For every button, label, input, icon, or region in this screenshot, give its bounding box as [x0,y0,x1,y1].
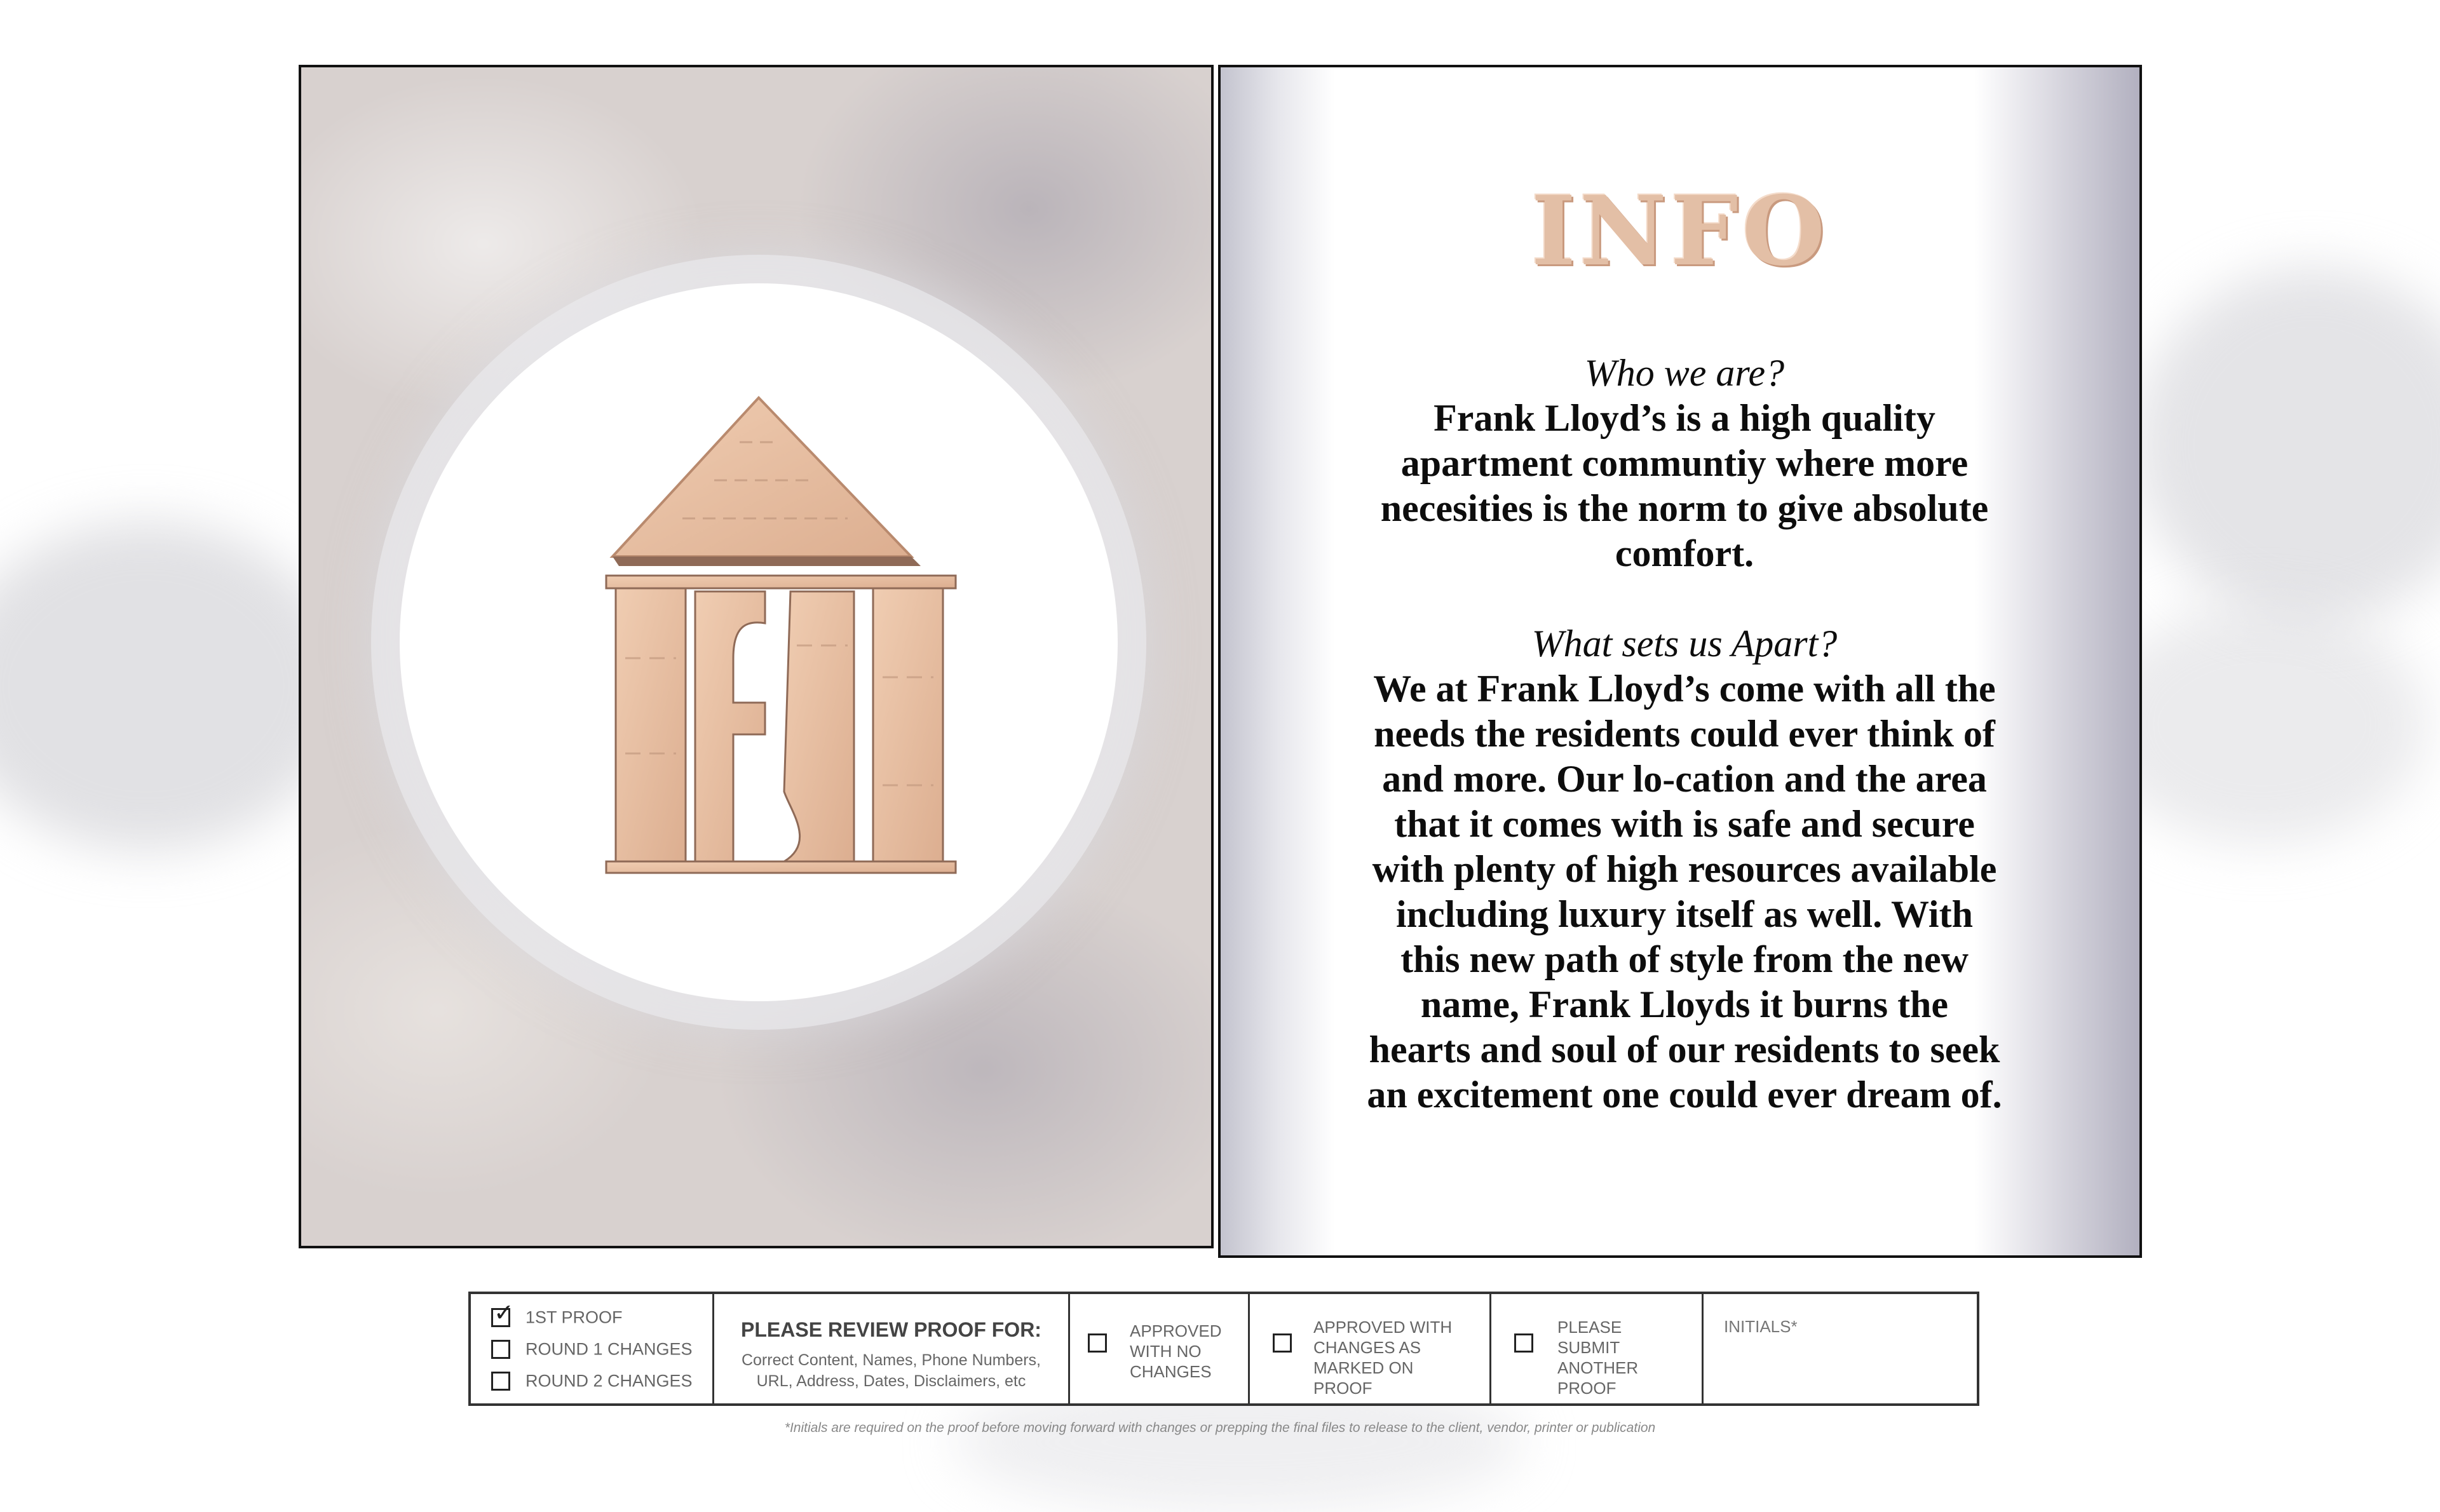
proof-approval-form [468,1292,1979,1406]
logo-panel [299,65,1214,1248]
apart-heading: What sets us Apart? [1531,623,1838,665]
option-approved-no-changes[interactable]: APPROVED WITH NO CHANGES [1070,1294,1250,1403]
apart-text: We at Frank Lloyd’s come with all the needs the residents could ever think of and more. Our lo-cation and the area that it comes with is safe and secure with plenty of high resources available including luxury itself as well. With this new path of style from the new name, Frank Lloyds it burns the hearts and soul of our residents to seek an excitement one could ever dream of. [1367,668,2002,1116]
checkbox-approved-no-changes[interactable] [1088,1333,1107,1353]
checkbox-submit-another[interactable] [1514,1333,1533,1353]
who-we-are-block [1367,351,2002,576]
checkmark-icon: ✓ [494,1299,514,1326]
proof-round-cell [471,1294,714,1403]
review-title: PLEASE REVIEW PROOF FOR: [741,1318,1041,1341]
review-cell [714,1294,1070,1403]
option-submit-another-proof[interactable]: PLEASE SUBMIT ANOTHER PROOF [1491,1294,1704,1403]
initials-label: INITIALS* [1724,1317,1798,1336]
info-panel [1218,65,2142,1258]
checkbox-round-2[interactable] [491,1372,510,1391]
option-approved-with-changes[interactable]: APPROVED WITH CHANGES AS MARKED ON PROOF [1250,1294,1491,1403]
checkbox-approved-with-changes[interactable] [1273,1333,1292,1353]
initials-field[interactable] [1704,1294,1977,1403]
round-1-changes[interactable]: ROUND 1 CHANGES [491,1339,693,1359]
checkbox-1st-proof[interactable] [491,1299,514,1327]
checkbox-round-1[interactable] [491,1340,510,1359]
who-heading: Who we are? [1584,352,1785,394]
round-2-changes[interactable]: ROUND 2 CHANGES [491,1370,693,1391]
house-logo-icon [555,372,962,919]
what-sets-apart-block [1367,621,2002,1117]
round-1st-proof[interactable]: ✓ 1ST PROOF [491,1307,623,1327]
who-text: Frank Lloyd’s is a high quality apartment communtiy where more necesities is the norm to give absolute comfort. [1380,397,1989,574]
info-title: INFO [1531,175,1829,287]
review-subtitle: Correct Content, Names, Phone Numbers, URL, Address, Dates, Disclaimers, etc [741,1351,1041,1390]
initials-footnote: *Initials are required on the proof before moving forward with changes or prepping the final files to release to the client, vendor, printer or publication [784,1421,1656,1435]
